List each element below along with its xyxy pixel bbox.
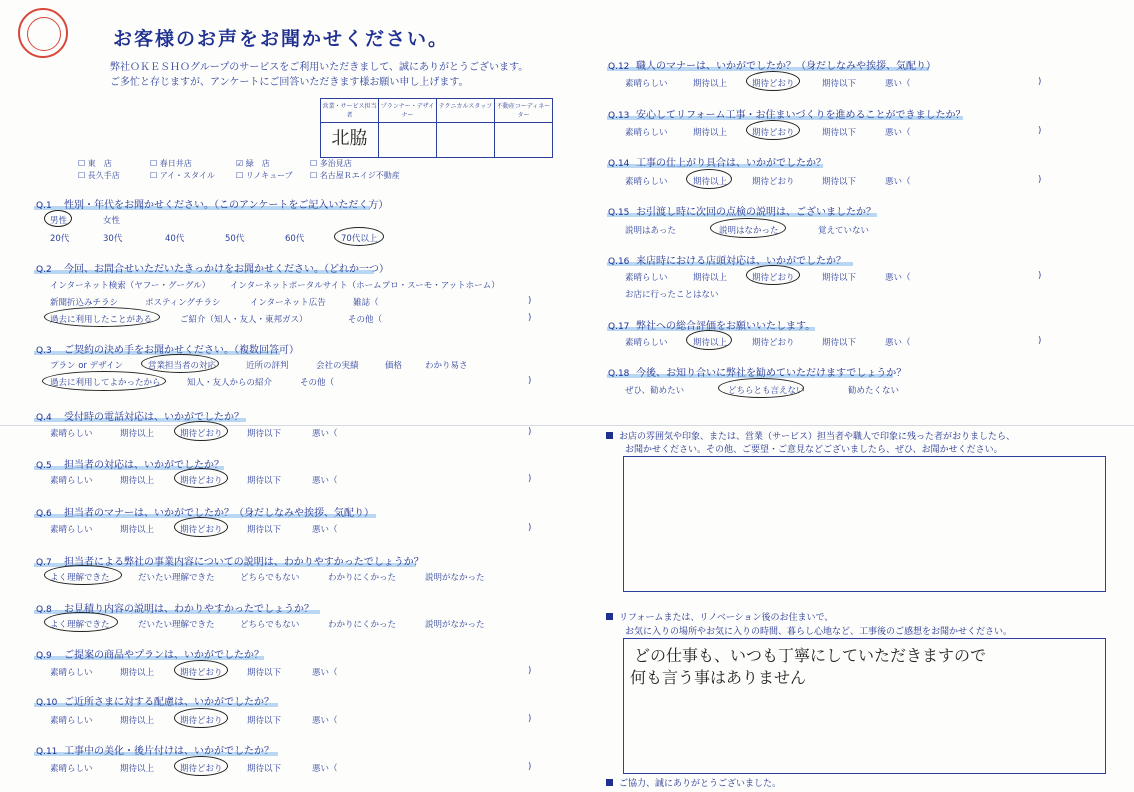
option[interactable]: 説明はなかった (719, 226, 779, 236)
square-bullet-icon (606, 779, 613, 786)
option[interactable]: 悪い（ (312, 476, 338, 486)
question-q18: Q.18 今後、お知り合いに弊社を勧めていただけますでしょうか？ (608, 368, 907, 379)
option[interactable]: 期待どおり (752, 177, 795, 187)
question-q14: Q.14 工事の仕上がり具合は、いかがでしたか？ (608, 158, 826, 169)
store-option[interactable]: ☑ 緑 店 (236, 159, 270, 168)
option[interactable]: 期待以上 (120, 668, 155, 678)
store-option[interactable]: ☐ リノキューブ (236, 171, 293, 180)
option[interactable]: 期待以上 (120, 525, 155, 535)
option[interactable]: 素晴らしい (50, 764, 93, 774)
option[interactable]: 30代 (103, 234, 123, 244)
fold-line (0, 425, 1134, 426)
answer-circle (174, 421, 228, 441)
option[interactable]: 説明はあった (625, 226, 676, 236)
option[interactable]: 悪い（ (885, 338, 911, 348)
question-q11: Q.11 工事中の美化・後片付けは、いかがでしたか？ (36, 746, 274, 757)
intro-line-1: 弊社ＯＫＥＳＨＯグループのサービスをご利用いただきまして、誠にありがとうございます。 (110, 62, 529, 73)
staff-value (379, 123, 437, 158)
option[interactable]: 雑誌（ (353, 298, 379, 308)
option[interactable]: 期待以上 (693, 273, 728, 283)
option[interactable]: 60代 (285, 234, 305, 244)
question-q5: Q.5 担当者の対応は、いかがでしたか？ (36, 460, 224, 471)
option[interactable]: 素晴らしい (50, 668, 93, 678)
option[interactable]: ご紹介（知人・友人・東邦ガス） (180, 315, 308, 325)
option[interactable]: 価格 (385, 361, 403, 371)
answer-circle (44, 307, 160, 327)
option[interactable]: 期待どおり (180, 764, 223, 774)
option[interactable]: だいたい理解できた (138, 620, 215, 630)
answer-circle (746, 265, 800, 285)
option[interactable]: 期待以上 (120, 429, 155, 439)
option[interactable]: 男性 (50, 216, 68, 226)
staff-header: テクニカルスタッフ (437, 99, 495, 123)
staff-value (437, 123, 495, 158)
option[interactable]: だいたい理解できた (138, 573, 215, 583)
option[interactable]: 素晴らしい (50, 476, 93, 486)
option[interactable]: 50代 (225, 234, 245, 244)
page-title: お客様のお声をお聞かせください。 (113, 28, 450, 50)
option[interactable]: 期待以上 (693, 79, 728, 89)
option[interactable]: 期待どおり (180, 525, 223, 535)
option: ) (528, 427, 532, 437)
question-q17: Q.17 弊社への総合評価をお願いいたします。 (608, 321, 816, 332)
option[interactable]: 期待以上 (120, 476, 155, 486)
option[interactable]: 期待以下 (247, 716, 282, 726)
store-option[interactable]: ☐ 春日井店 (150, 159, 192, 168)
option[interactable]: 期待以下 (247, 476, 282, 486)
store-option[interactable]: ☐ 長久手店 (78, 171, 120, 180)
option[interactable]: 新聞折込みチラシ (50, 298, 119, 308)
question-q4: Q.4 受付時の電話対応は、いかがでしたか？ (36, 412, 244, 423)
question-q6: Q.6 担当者のマナーは、いかがでしたか？（身だしなみや挨拶、気配り） (36, 508, 374, 519)
question-q8: Q.8 お見積り内容の説明は、わかりやすかったでしょうか？ (36, 604, 314, 615)
option: ) (1038, 77, 1042, 87)
option[interactable]: 期待以下 (822, 79, 857, 89)
comment1-prompt-1: お店の雰囲気や印象、または、営業（サービス）担当者や職人で印象に残った者がおりましたら、 (606, 429, 1015, 442)
option[interactable]: どちらとも言えない (728, 386, 805, 396)
option: ) (528, 474, 532, 484)
option[interactable]: 期待以下 (822, 273, 857, 283)
option[interactable]: 期待以上 (693, 177, 728, 187)
option[interactable]: インターネット広告 (250, 298, 326, 308)
answer-circle (174, 517, 228, 537)
option[interactable]: ポスティングチラシ (145, 298, 221, 308)
option[interactable]: プラン or デザイン (50, 361, 124, 371)
option[interactable]: 期待以下 (247, 525, 282, 535)
option[interactable]: 営業担当者の対応 (148, 361, 217, 371)
option[interactable]: わかりにくかった (328, 573, 397, 583)
option[interactable]: わかりにくかった (328, 620, 397, 630)
option[interactable]: 素晴らしい (625, 338, 668, 348)
option: ) (528, 376, 532, 386)
question-q12: Q.12 職人のマナーは、いかがでしたか？（身だしなみや挨拶、気配り） (608, 61, 936, 72)
answer-circle (710, 218, 786, 238)
option[interactable]: 期待以下 (822, 177, 857, 187)
answer-circle (174, 708, 228, 728)
option: ) (528, 313, 532, 323)
option[interactable]: 期待以上 (120, 716, 155, 726)
answer-circle (44, 612, 118, 632)
option[interactable]: インターネット検索（ヤフー・グーグル） (50, 281, 211, 291)
option[interactable]: 悪い（ (312, 668, 338, 678)
option: ) (1038, 126, 1042, 136)
option[interactable]: 女性 (103, 216, 121, 226)
option[interactable]: 悪い（ (312, 525, 338, 535)
closing-text: ご協力、誠にありがとうございました。 (606, 776, 781, 789)
comment2-answer-line-1: どの仕事も、いつも丁寧にしていただきますので (634, 646, 987, 665)
option[interactable]: 勧めたくない (848, 386, 900, 396)
comment2-prompt-2: お気に入りの場所やお気に入りの時間、暮らし心地など、工事後のご感想をお聞かせください。 (625, 627, 1013, 637)
intro-line-2: ご多忙と存じますが、アンケートにご回答いただきます様お願い申し上げます。 (110, 77, 469, 88)
question-q7: Q.7 担当者による弊社の事業内容についての説明は、わかりやすかったでしょうか？ (36, 557, 424, 568)
option[interactable]: 素晴らしい (625, 177, 668, 187)
option[interactable]: 悪い（ (312, 429, 338, 439)
option[interactable]: 期待どおり (180, 668, 223, 678)
answer-circle (718, 378, 804, 398)
option[interactable]: 期待以下 (822, 338, 857, 348)
comment2-answer-line-2: 何も言う事はありません (630, 668, 807, 687)
store-option[interactable]: ☐ 多治見店 (310, 159, 352, 168)
answer-circle (44, 565, 122, 585)
answer-circle (686, 330, 732, 350)
option[interactable]: 期待どおり (752, 128, 795, 138)
question-q9: Q.9 ご提案の商品やプランは、いかがでしたか？ (36, 650, 264, 661)
option[interactable]: 期待どおり (752, 338, 795, 348)
option[interactable]: 悪い（ (885, 79, 911, 89)
answer-circle (686, 169, 732, 189)
store-option[interactable]: ☐ アイ・スタイル (150, 171, 215, 180)
option[interactable]: インターネットポータルサイト（ホームプロ・スーモ・アットホーム） (230, 281, 500, 291)
comment2-prompt-1: リフォームまたは、リノベーション後のお住まいで、 (606, 610, 833, 623)
option: ) (528, 666, 532, 676)
question-q13: Q.13 安心してリフォーム工事・お住まいづくりを進めることができましたか？ (608, 110, 966, 121)
option[interactable]: 期待以上 (120, 764, 155, 774)
question-q10: Q.10 ご近所さまに対する配慮は、いかがでしたか？ (36, 697, 274, 708)
option: ) (528, 523, 532, 533)
option[interactable]: 期待以上 (693, 128, 728, 138)
square-bullet-icon (606, 613, 613, 620)
option[interactable]: 近所の評判 (246, 361, 289, 371)
answer-circle (174, 468, 228, 488)
answer-circle (42, 371, 166, 391)
question-q15: Q.15 お引渡し時に次回の点検の説明は、ございましたか？ (608, 207, 876, 218)
comment1-box[interactable] (623, 456, 1106, 592)
option[interactable]: 期待以下 (822, 128, 857, 138)
option[interactable]: 説明がなかった (425, 620, 485, 630)
option: ) (528, 296, 532, 306)
option[interactable]: 悪い（ (312, 716, 338, 726)
question-q16: Q.16 来店時における店頭対応は、いかがでしたか？ (608, 256, 846, 267)
option[interactable]: 過去に利用したことがある (50, 315, 153, 325)
option[interactable]: 素晴らしい (625, 128, 668, 138)
option[interactable]: よく理解できた (50, 573, 110, 583)
option[interactable]: 40代 (165, 234, 185, 244)
option[interactable]: 期待どおり (752, 79, 795, 89)
answer-circle (746, 71, 800, 91)
store-option[interactable]: ☐ 名古屋Ｒエイジ不動産 (310, 171, 400, 180)
answer-circle (174, 660, 228, 680)
option: ) (528, 762, 532, 772)
store-option[interactable]: ☐ 東 店 (78, 159, 112, 168)
option[interactable]: 期待以上 (693, 338, 728, 348)
option[interactable]: 70代以上 (341, 234, 378, 244)
company-seal (18, 8, 68, 58)
option[interactable]: 説明がなかった (425, 573, 485, 583)
staff-table (320, 98, 553, 158)
option[interactable]: 悪い（ (885, 177, 911, 187)
option[interactable]: 素晴らしい (625, 273, 668, 283)
option[interactable]: 期待以下 (247, 764, 282, 774)
option[interactable]: 期待どおり (180, 716, 223, 726)
option[interactable]: 悪い（ (312, 764, 338, 774)
staff-header: 営業・サービス担当者 (321, 99, 379, 123)
option: ) (1038, 175, 1042, 185)
option[interactable]: 覚えていない (818, 226, 870, 236)
option[interactable]: その他（ (300, 378, 335, 388)
question-q1: Q.1 性別・年代をお聞かせください。（このアンケートをご記入いただく方） (36, 200, 389, 211)
option[interactable]: その他（ (348, 315, 383, 325)
option[interactable]: 素晴らしい (50, 525, 93, 535)
option[interactable]: 悪い（ (885, 273, 911, 283)
option[interactable]: 過去に利用してよかったから (50, 378, 161, 388)
option: ) (1038, 271, 1042, 281)
staff-header: プランナー・デザイナー (379, 99, 437, 123)
option[interactable]: ぜひ、勧めたい (625, 386, 685, 396)
option: ) (528, 714, 532, 724)
question-q3: Q.3 ご契約の決め手をお聞かせください。（複数回答可） (36, 345, 299, 356)
answer-circle (746, 120, 800, 140)
answer-circle (334, 227, 384, 246)
option[interactable]: 悪い（ (885, 128, 911, 138)
option[interactable]: 期待どおり (180, 429, 223, 439)
option[interactable]: 期待どおり (752, 273, 795, 283)
staff-value (495, 123, 553, 158)
option[interactable]: 期待どおり (180, 476, 223, 486)
option[interactable]: どちらでもない (240, 573, 300, 583)
option[interactable]: よく理解できた (50, 620, 110, 630)
square-bullet-icon (606, 432, 613, 439)
option[interactable]: 知人・友人からの紹介 (187, 378, 273, 388)
option[interactable]: わかり易さ (425, 361, 468, 371)
answer-circle (141, 354, 219, 373)
option[interactable]: 素晴らしい (50, 429, 93, 439)
staff-value: 北脇 (321, 123, 379, 158)
comment2-box[interactable] (623, 638, 1106, 774)
option: ) (1038, 336, 1042, 346)
option[interactable]: 期待以下 (247, 668, 282, 678)
comment1-answer (624, 457, 1105, 473)
option[interactable]: 20代 (50, 234, 70, 244)
option[interactable]: 素晴らしい (625, 79, 668, 89)
question-q2: Q.2 今回、お問合せいただいたきっかけをお聞かせください。（どれか一つ） (36, 264, 389, 275)
answer-circle (174, 756, 228, 776)
answer-circle (44, 210, 72, 227)
staff-header: 不動産コーディネーター (495, 99, 553, 123)
option[interactable]: どちらでもない (240, 620, 300, 630)
option[interactable]: 素晴らしい (50, 716, 93, 726)
option[interactable]: 会社の実績 (316, 361, 359, 371)
comment1-prompt-2: お聞かせください。その他、ご要望・ご意見などございましたら、ぜひ、お聞かせください。 (625, 445, 1003, 455)
option[interactable]: 期待以下 (247, 429, 282, 439)
option[interactable]: お店に行ったことはない (625, 290, 719, 300)
